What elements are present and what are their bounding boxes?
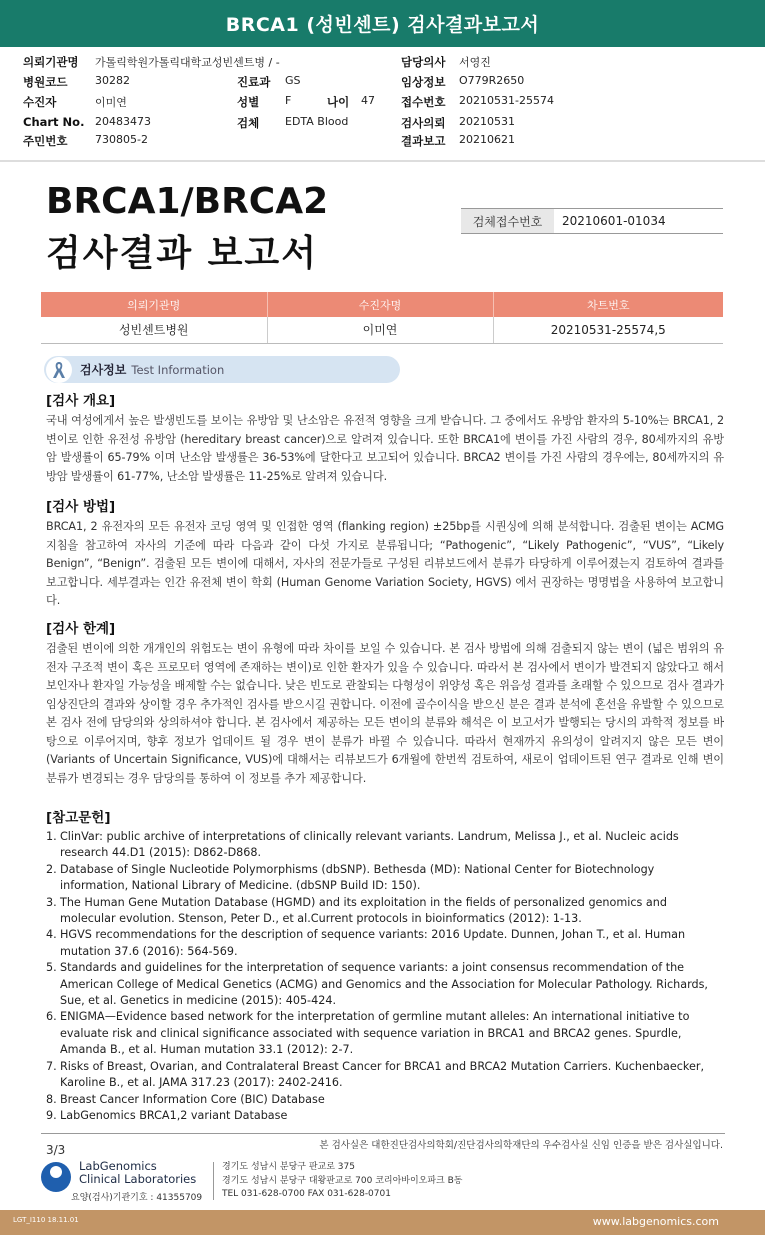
section-method [46, 495, 724, 611]
table-cell: 20210531-25574,5 [493, 317, 723, 343]
report-title: BRCA1 (성빈센트) 검사결과보고서 [225, 14, 540, 36]
meta-value: 이미연 [95, 96, 127, 109]
test-information-pill [44, 356, 400, 383]
footer-divider [41, 1133, 725, 1134]
meta-label: 수진자 [23, 95, 57, 109]
logo-name-line2: Clinical Laboratories [79, 1172, 197, 1186]
section-heading: [검사 방법] [46, 499, 116, 515]
table-cell: 성빈센트병원 [41, 317, 267, 343]
meta-label: 진료과 [237, 75, 271, 89]
section-limitations [46, 617, 724, 788]
meta-value: EDTA Blood [285, 115, 349, 128]
section-overview [46, 389, 724, 486]
meta-value: GS [285, 74, 301, 87]
footer-separator [213, 1162, 214, 1200]
meta-value: 20210621 [459, 133, 515, 146]
meta-value: 20483473 [95, 115, 151, 128]
section-body: 국내 여성에게서 높은 발생빈도를 보이는 유방암 및 난소암은 유전적 영향을 크게 받습니다. 그 중에서도 유방암 환자의 5-10%는 BRCA1, 2 변이로 인한 유전성 유방암 (hereditary breast cancer)으로 알려져 있습니다. 또한 BRCA1에 변이를 가진 사람의 경우, 80세까지의 유방암 발생률이 65-79% 이며 난소암 발생률은 36-53%에 달한다고 보고되어 있습니다. BRCA2 변이를 가진 사람의 경우에는, 80세까지의 유방암 발생률이 61-77%, 난소암 발생률은 11-25%로 알려져 있습니다. [46, 414, 724, 483]
receipt-number-box [461, 208, 723, 234]
meta-value: 서영진 [459, 56, 491, 69]
meta-value: F [285, 94, 292, 107]
address-line: 경기도 성남시 분당구 대왕판교로 700 코리아바이오파크 B동 [222, 1175, 463, 1186]
document-code: LGT_I110 18.11.01 [13, 1216, 79, 1224]
meta-label: 결과보고 [401, 134, 446, 148]
meta-value: 730805-2 [95, 133, 148, 146]
section-body: 검출된 변이에 의한 개개인의 위험도는 변이 유형에 따라 차이를 보일 수 있습니다. 본 검사 방법에 의해 검출되지 않는 변이 (넓은 범위의 유전자 구조적 변이 혹은 프로모터 영역에 존재하는 변이)로 인한 환자가 있을 수 있습니다. 따라서 본 검사에서 변이가 발견되지 않았다고 해서 보인자나 환자일 가능성을 배제할 수는 없습니다. 낮은 빈도로 관찰되는 다형성이 위양성 혹은 위음성 결과를 초래할 수 있으므로 검사 결과가 임상진단의 결과와 상이할 경우 추가적인 검사를 받으시길 권합니다. 이전에 골수이식을 받으신 분은 결과 분석에 혼선을 유발할 수 있으므로 본 검사 전에 담당의와 상의하셔야 합니다. 본 검사에서 제공하는 모든 변이의 분류와 해석은 이 보고서가 발행되는 당시의 과학적 정보를 바탕으로 이루어지며, 향후 정보가 업데이트 될 경우 변이 분류가 바뀔 수 있습니다. 따라서 현재까지 유의성이 알려지지 않은 모든 변이 (Variants of Uncertain Significance, VUS)에 대해서는 리뷰보드가 6개월에 한번씩 검토하여, 새로이 업데이트된 연구 결과로 인해 변이 분류가 변경되는 경우 담당의를 통하여 이 정보를 추가 제공합니다. [46, 642, 724, 785]
meta-label: 임상정보 [401, 75, 446, 89]
list-item: 4. HGVS recommendations for the description of sequence variants: 2016 Update. Dunnen, Johan T., et al. Human mutation 37.6 (2016): 564-569. [46, 928, 686, 958]
meta-label: Chart No. [23, 115, 85, 129]
meta-label: 나이 [327, 95, 350, 109]
address-line: 경기도 성남시 분당구 판교로 375 [222, 1162, 355, 1172]
table-row [41, 317, 723, 343]
report-title-bar [0, 0, 765, 47]
list-item: 8. Breast Cancer Information Core (BIC) Database [46, 1092, 325, 1106]
patient-info-table [41, 292, 723, 344]
receipt-value: 20210601-01034 [562, 214, 666, 228]
table-cell: 이미연 [267, 317, 493, 343]
reference-list [46, 829, 724, 1124]
meta-label: 의뢰기관명 [23, 55, 79, 69]
logo-icon [41, 1162, 71, 1192]
section-heading: [검사 개요] [46, 393, 116, 409]
pill-sublabel: Test Information [131, 362, 225, 377]
meta-label: 담당의사 [401, 55, 446, 69]
list-item: 1. ClinVar: public archive of interpretations of clinically relevant variants. Landrum, Melissa J., et al. Nucleic acids research 44.D1 (2015): D862-D868. [46, 830, 679, 860]
section-references [46, 806, 724, 1124]
list-item: 9. LabGenomics BRCA1,2 variant Database [46, 1108, 288, 1122]
meta-label: 접수번호 [401, 95, 446, 109]
ribbon-icon [46, 357, 72, 383]
meta-value: 가톨릭학원가톨릭대학교성빈센트병 / - [95, 56, 280, 69]
report-heading-line1: BRCA1/BRCA2 [46, 181, 329, 222]
pill-label: 검사정보 [80, 363, 127, 377]
report-heading [46, 176, 328, 280]
website-link[interactable]: www.labgenomics.com [592, 1215, 719, 1228]
list-item: 6. ENIGMA—Evidence based network for the interpretation of germline mutant alleles: An international initiative to evaluate risk and clinical significance associated with sequence variation in BRCA1 and BRCA2 genes. Spurdle, Amanda B., et al. Human mutation 33.1 (2012): 2-7. [46, 1010, 690, 1057]
patient-meta [0, 54, 765, 154]
table-header: 수진자명 [267, 292, 493, 317]
meta-label: 검사의뢰 [401, 116, 446, 130]
list-item: 2. Database of Single Nucleotide Polymorphisms (dbSNP). Bethesda (MD): National Center for Biotechnology information, National Library of Medicine. (dbSNP Build ID: 150). [46, 862, 655, 893]
list-item: 3. The Human Gene Mutation Database (HGMD) and its exploitation in the fields of personalized genomics and molecular evolution. Stenson, Peter D., et al.Current protocols in bioinformatics (2012): 1-13. [46, 895, 667, 926]
table-header: 차트번호 [493, 292, 723, 317]
lab-address [222, 1161, 462, 1202]
section-body: BRCA1, 2 유전자의 모든 유전자 코딩 영역 및 인접한 영역 (flanking region) ±25bp를 시퀀싱에 의해 분석합니다. 검출된 변이는 ACMG 지침을 참고하여 자사의 기준에 따라 다음과 같이 다섯 가지로 분류됩니다; “Pathogenic”, “Likely Pathogenic”, “VUS”, “Likely Benign”, “Benign”. 검출된 모든 변이에 대해서, 자사의 전문가들로 구성된 리뷰보드에서 분류가 타당하게 이루어졌는지 검토하여 결과를 보고합니다. 세부결과는 인간 유전체 변이 학회 (Human Genome Variation Society, HGVS) 에서 권장하는 명명법을 사용하여 보고합니다. [46, 520, 724, 607]
meta-value: 30282 [95, 74, 130, 87]
meta-label: 주민번호 [23, 134, 68, 148]
meta-label: 병원코드 [23, 75, 68, 89]
meta-value: O779R2650 [459, 74, 525, 87]
logo-name-line1: LabGenomics [79, 1159, 157, 1173]
report-heading-line2: 검사결과 보고서 [46, 233, 318, 274]
meta-label: 성별 [237, 95, 260, 109]
phone-fax: TEL 031-628-0700 FAX 031-628-0701 [222, 1189, 391, 1199]
section-heading: [참고문헌] [46, 810, 111, 826]
meta-value: 20210531-25574 [459, 94, 554, 107]
section-heading: [검사 한계] [46, 621, 116, 637]
list-item: 5. Standards and guidelines for the interpretation of sequence variants: a joint consensus recommendation of the American College of Medical Genetics (ACMG) and Genomics and the Association for Molecular Pathology. Richards, Sue, et al. Genetics in medicine (2015): 405-424. [46, 961, 708, 1008]
meta-label: 검체 [237, 116, 260, 130]
table-header: 의뢰기관명 [41, 292, 267, 317]
list-item: 7. Risks of Breast, Ovarian, and Contralateral Breast Cancer for BRCA1 and BRCA2 Mutation Carriers. Kuchenbaecker, Karoline B., et al. JAMA 317.23 (2017): 2402-2416. [46, 1059, 705, 1090]
table-header-row [41, 292, 723, 317]
labgenomics-logo [41, 1160, 202, 1203]
institution-code: 요양(검사)기관기호 : 41355709 [71, 1193, 203, 1203]
page-number: 3/3 [46, 1143, 66, 1157]
meta-value: 20210531 [459, 115, 515, 128]
meta-value: 47 [361, 94, 375, 107]
receipt-label: 검체접수번호 [461, 209, 554, 233]
accreditation-note: 본 검사실은 대한진단검사의학회/진단검사의학재단의 우수검사실 신임 인증을 받은 검사실입니다. [319, 1140, 723, 1151]
bottom-bar [0, 1210, 765, 1235]
